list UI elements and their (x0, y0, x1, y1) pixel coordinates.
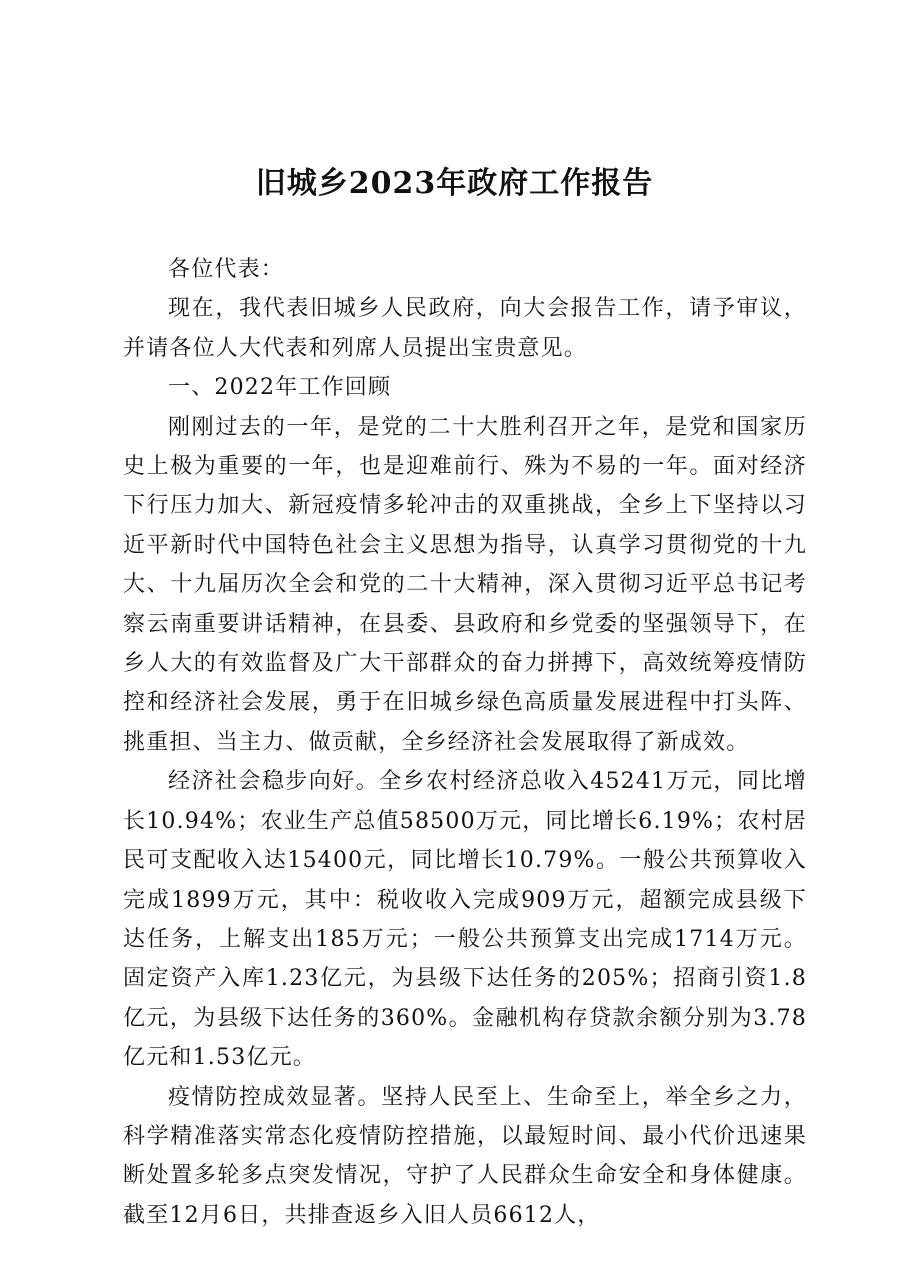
opening-paragraph: 现在，我代表旧城乡人民政府，向大会报告工作，请予审议，并请各位人大代表和列席人员提出宝贵意见。 (123, 296, 807, 361)
economy-paragraph: 经济社会稳步向好。全乡农村经济总收入45241万元，同比增长10.94%；农业生产总值58500万元，同比增长6.19%；农村居民可支配收入达15400元，同比增长10.79%。一般公共预算收入完成1899万元，其中：税收收入完成909万元，超额完成县级下达任务，上解支出185万元；一般公共预算支出完成1714万元。固定资产入库1.23亿元，为县级下达任务的205%；招商引资1.8亿元，为县级下达任务的360%。金融机构存贷款余额分别为3.78亿元和1.53亿元。 (123, 769, 807, 1071)
epidemic-paragraph: 疫情防控成效显著。坚持人民至上、生命至上，举全乡之力，科学精准落实常态化疫情防控措施，以最短时间、最小代价迅速果断处置多轮多点突发情况，守护了人民群众生命安全和身体健康。截至12月6日，共排查返乡入旧人员6612人， (123, 1084, 807, 1228)
review-paragraph: 刚刚过去的一年，是党的二十大胜利召开之年，是党和国家历史上极为重要的一年，也是迎难前行、殊为不易的一年。面对经济下行压力加大、新冠疫情多轮冲击的双重挑战，全乡上下坚持以习近平新时代中国特色社会主义思想为指导，认真学习贯彻党的十九大、十九届历次全会和党的二十大精神，深入贯彻习近平总书记考察云南重要讲话精神，在县委、县政府和乡党委的坚强领导下，在乡人大的有效监督及广大干部群众的奋力拼搏下，高效统筹疫情防控和经济社会发展，勇于在旧城乡绿色高质量发展进程中打头阵、挑重担、当主力、做贡献，全乡经济社会发展取得了新成效。 (123, 414, 807, 755)
document-title: 旧城乡2023年政府工作报告 (255, 166, 654, 201)
section-heading: 一、2022年工作回顾 (168, 375, 392, 401)
salutation-paragraph: 各位代表： (168, 257, 285, 282)
document-body (123, 250, 807, 1235)
